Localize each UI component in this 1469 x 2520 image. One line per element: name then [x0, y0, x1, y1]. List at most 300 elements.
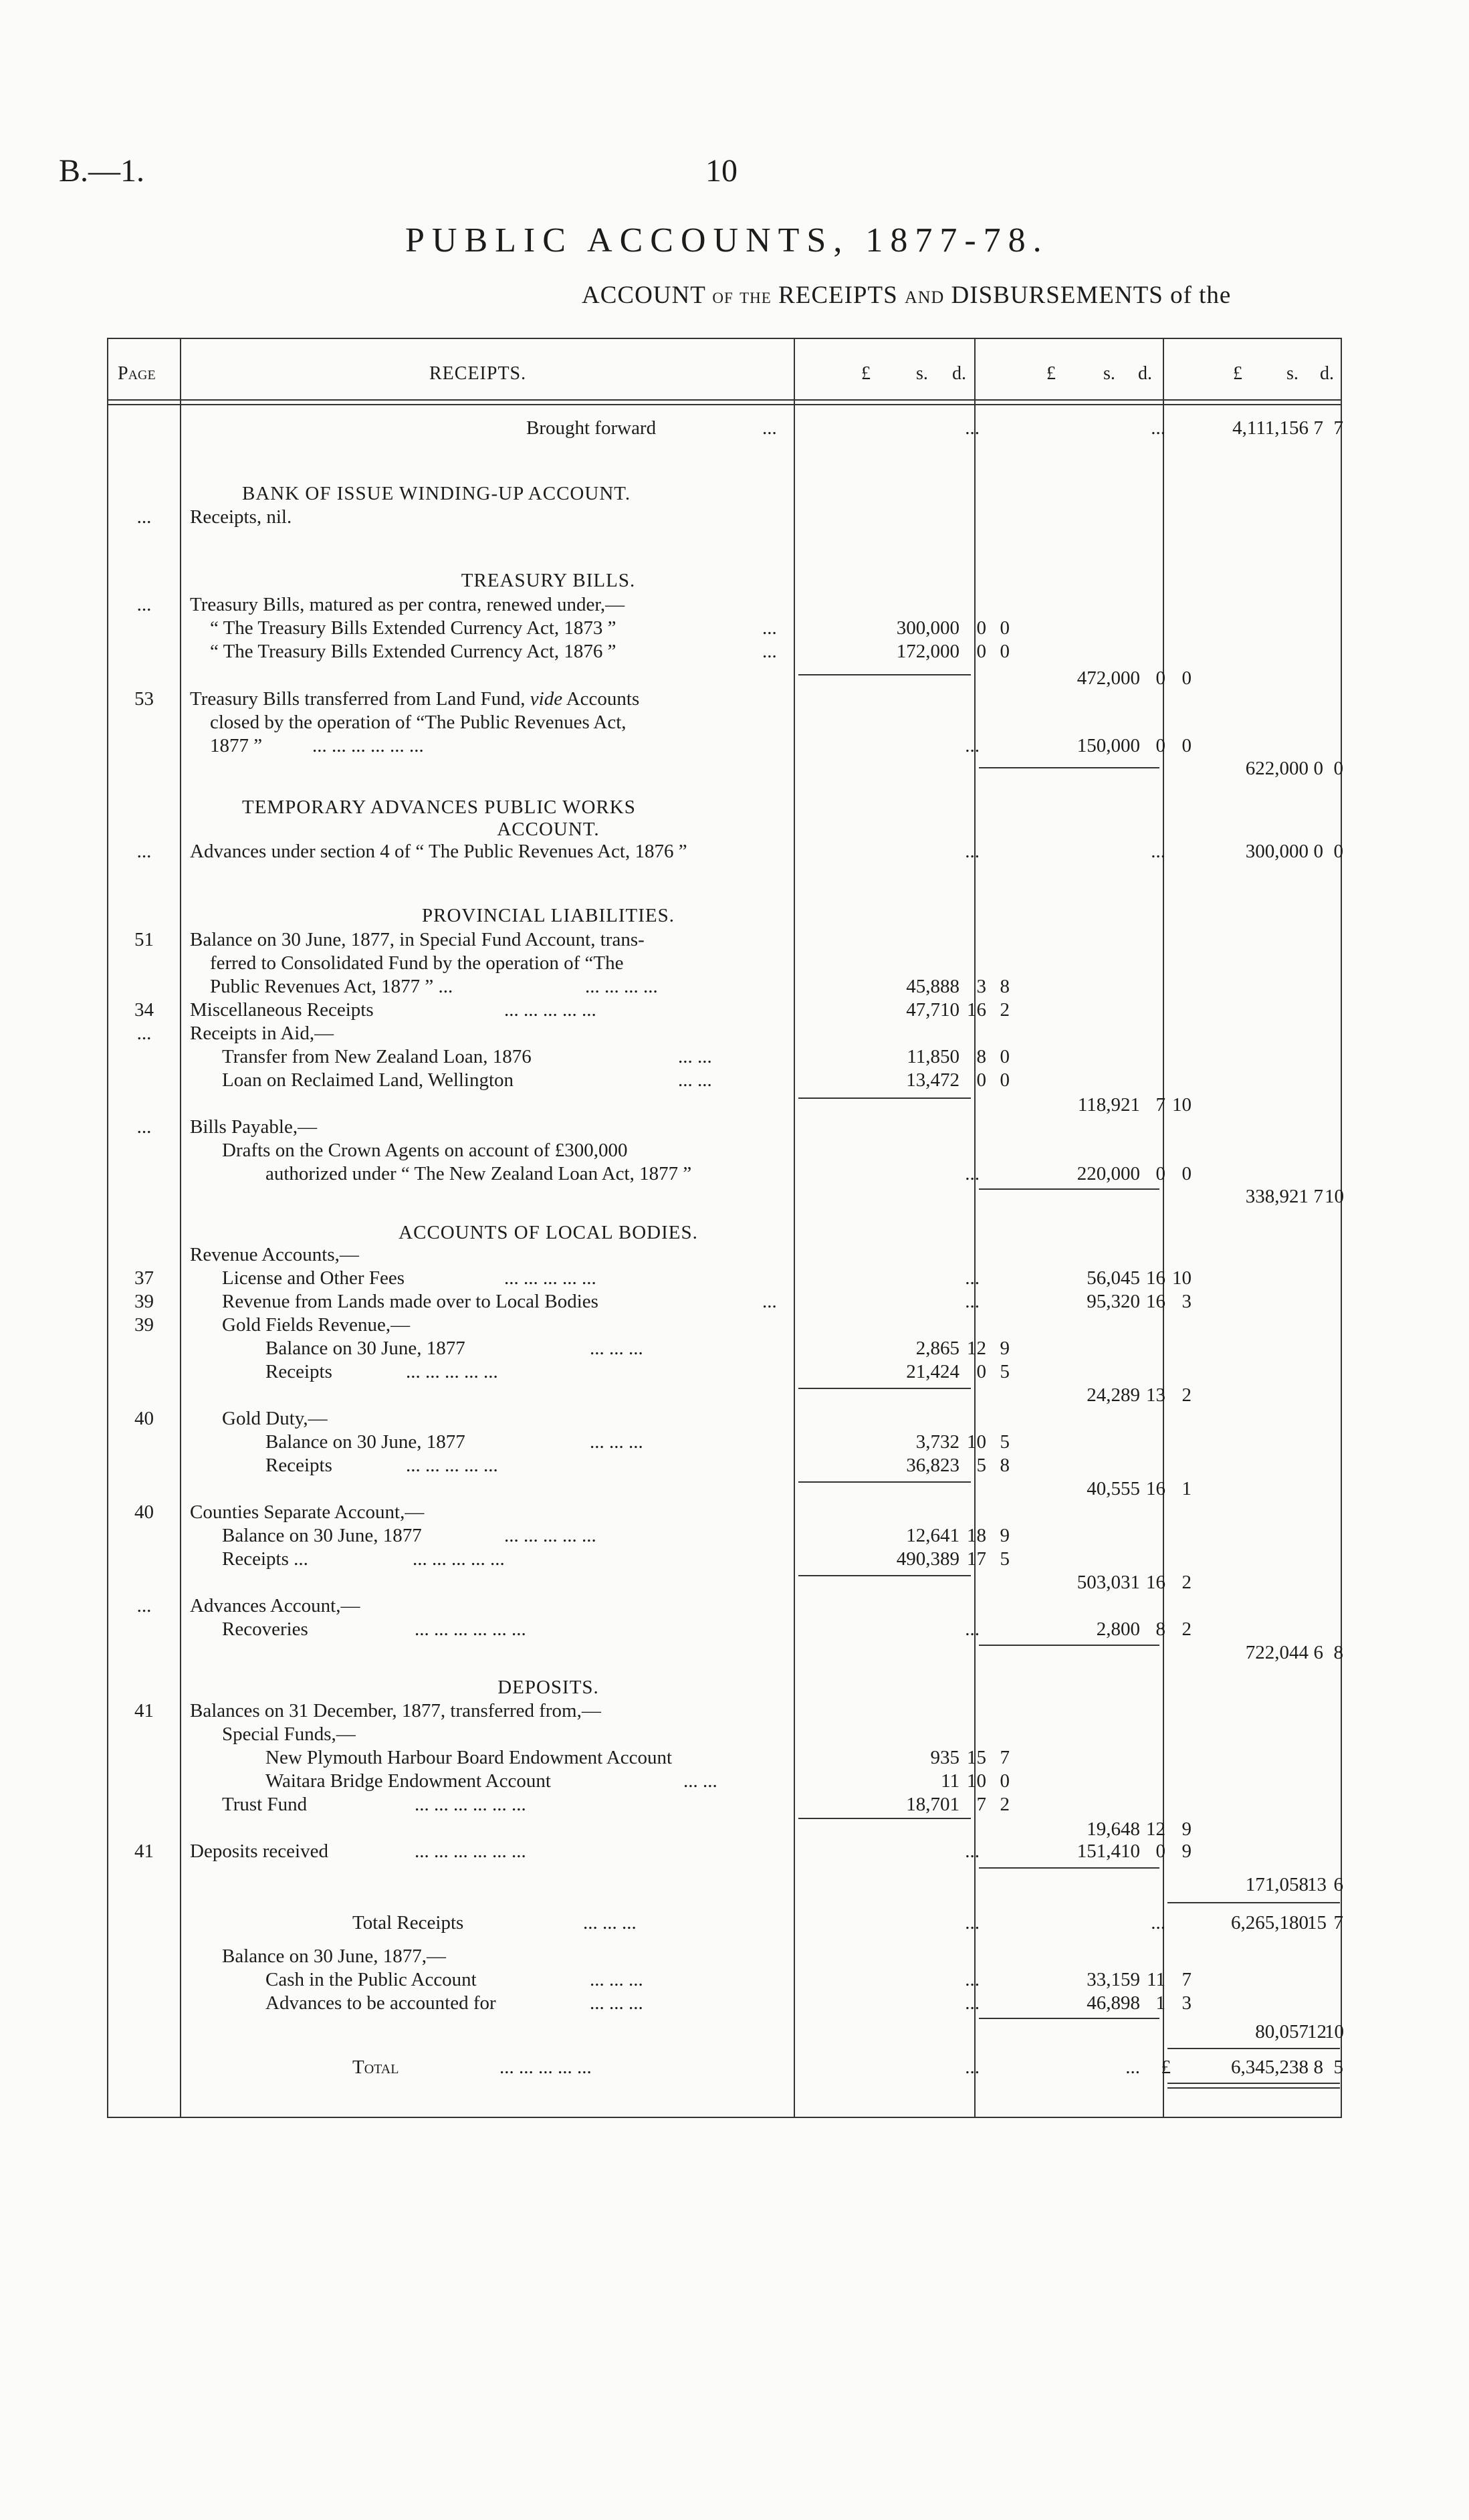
amount-pounds: 80,057 [1255, 2021, 1309, 2042]
empty-cell: ... [1151, 841, 1165, 862]
table-row [108, 1572, 1341, 1596]
table-row [108, 506, 1341, 530]
row-label: Bills Payable,— [190, 1116, 318, 1138]
column-header-pound: £ [861, 363, 871, 384]
section-heading [108, 905, 1341, 929]
table-row [108, 1548, 1341, 1572]
amount-pence: 9 [1181, 1818, 1192, 1840]
amount-pence: 3 [1181, 1291, 1192, 1312]
amount-pounds: 47,710 [906, 999, 959, 1021]
table-row [108, 1314, 1341, 1338]
amount-pence: 2 [1181, 1384, 1192, 1406]
amount-pounds: 11,850 [907, 1046, 959, 1067]
amount-shillings: 3 [976, 976, 986, 997]
page-ref: 41 [134, 1841, 154, 1862]
amount-pence: 5 [1000, 1431, 1010, 1453]
empty-cell: ... [965, 417, 980, 439]
page-ref: 41 [134, 1700, 154, 1721]
amount-shillings: 16 [1146, 1478, 1165, 1499]
amount-pence: 0 [1000, 1770, 1010, 1792]
row-label [190, 688, 639, 710]
table-row [108, 1501, 1341, 1526]
amount-pence: 5 [1333, 2057, 1343, 2078]
amount-shillings: 0 [976, 1069, 986, 1091]
amount-shillings: 16 [967, 999, 986, 1021]
amount-pounds: 36,823 [906, 1455, 959, 1476]
section-title: DEPOSITS. [497, 1677, 599, 1698]
amount-shillings: 15 [967, 1747, 986, 1768]
row-label: Gold Fields Revenue,— [222, 1314, 411, 1336]
page-ref: ... [136, 506, 152, 528]
row-label: Balance on 30 June, 1877 [222, 1525, 422, 1546]
leader-dots: ... ... ... ... ... [406, 1455, 498, 1476]
amount-shillings: 0 [1155, 735, 1165, 756]
empty-cell: ... [965, 1163, 980, 1184]
amount-shillings: 16 [1146, 1267, 1165, 1289]
amount-pence: 10 [1172, 1094, 1192, 1116]
amount-pence: 0 [1000, 1046, 1010, 1067]
leader-dots: ... ... ... ... ... ... [312, 735, 424, 756]
amount-pence: 7 [1000, 1747, 1010, 1768]
amount-shillings: 0 [1313, 841, 1323, 862]
amount-pence: 7 [1333, 417, 1343, 439]
amount-pounds: 2,800 [1096, 1618, 1140, 1640]
empty-cell: ... [965, 1618, 980, 1640]
leader-dots: ... [762, 1291, 777, 1312]
table-row [108, 2021, 1344, 2045]
row-label: New Plymouth Harbour Board Endowment Account [265, 1747, 673, 1768]
table-row [108, 1116, 1341, 1140]
amount-pence: 2 [1000, 999, 1010, 1021]
amount-shillings: 15 [1307, 1912, 1327, 1933]
table-row [108, 1291, 1341, 1315]
table-row [108, 1140, 1341, 1164]
leader-dots: ... ... ... [590, 1969, 643, 1990]
table-row [108, 976, 1341, 1000]
row-label: Receipts [265, 1455, 332, 1476]
subtitle-and: and [904, 282, 945, 309]
section-title: ACCOUNTS OF LOCAL BODIES. [399, 1222, 698, 1243]
amount-shillings: 0 [1155, 1163, 1165, 1184]
row-label: Waitara Bridge Endowment Account [265, 1770, 551, 1792]
table-row [108, 1431, 1341, 1455]
table-row [108, 1525, 1341, 1549]
column-header-pound: £ [1233, 363, 1242, 384]
row-label: Revenue Accounts,— [190, 1244, 359, 1265]
empty-cell: ... [965, 841, 980, 862]
table-row [108, 617, 1341, 641]
amount-shillings: 0 [1313, 758, 1323, 779]
leader-dots: ... ... ... ... ... [413, 1548, 505, 1570]
column-header-page: Page [118, 363, 156, 384]
amount-shillings: 1 [1155, 1992, 1165, 2014]
table-row [108, 735, 1341, 759]
leader-dots: ... ... [678, 1069, 712, 1091]
leader-dots: ... ... ... ... ... [504, 1267, 596, 1289]
amount-pounds: 21,424 [906, 1361, 959, 1382]
page-title: PUBLIC ACCOUNTS, 1877-78. [405, 221, 1049, 259]
amount-shillings: 10 [967, 1431, 986, 1453]
section-heading [108, 1677, 1341, 1701]
page-ref: ... [136, 1595, 152, 1616]
table-row [108, 1023, 1341, 1047]
row-label: Recoveries [222, 1618, 308, 1640]
amount-pounds: 622,000 [1245, 758, 1309, 779]
section-heading [108, 570, 1341, 594]
page-ref: 37 [134, 1267, 154, 1289]
amount-shillings: 8 [1313, 2057, 1323, 2078]
amount-pounds: 472,000 [1077, 667, 1140, 689]
column-header-receipts: RECEIPTS. [429, 363, 527, 384]
amount-shillings: 0 [976, 1361, 986, 1382]
receipts-table [107, 338, 1342, 2118]
amount-shillings: 0 [976, 641, 986, 662]
empty-cell: ... [1125, 2057, 1140, 2078]
amount-pence: 5 [1000, 1548, 1010, 1570]
row-label: Balance on 30 June, 1877, in Special Fund Account, trans- [190, 929, 645, 950]
amount-shillings: 7 [1313, 1186, 1323, 1207]
amount-pounds: 338,921 [1245, 1186, 1309, 1207]
page-ref: 39 [134, 1291, 154, 1312]
amount-pounds: 171,058 [1245, 1874, 1309, 1895]
amount-pounds: 18,701 [906, 1794, 959, 1815]
row-label: Transfer from New Zealand Loan, 1876 [222, 1046, 532, 1067]
amount-pounds: 45,888 [906, 976, 959, 997]
table-row [108, 1361, 1341, 1385]
amount-pounds: 12,641 [906, 1525, 959, 1546]
amount-shillings: 10 [967, 1770, 986, 1792]
amount-pence: 0 [1333, 758, 1343, 779]
amount-pence: 7 [1333, 1912, 1343, 1933]
leader-dots: ... ... ... ... ... ... [415, 1618, 526, 1640]
table-row [108, 1408, 1341, 1432]
row-label: Balance on 30 June, 1877 [265, 1431, 465, 1453]
column-header-shilling: s. [1286, 363, 1298, 384]
section-title: BANK OF ISSUE WINDING-UP ACCOUNT. [242, 483, 631, 504]
table-row [108, 841, 1341, 865]
table-row [108, 929, 1341, 953]
leader-dots: ... ... ... ... [585, 976, 658, 997]
leader-dots: ... ... ... ... ... [499, 2057, 592, 2078]
amount-shillings: 7 [1155, 1094, 1165, 1116]
empty-cell: ... [1151, 417, 1165, 439]
page-ref: 34 [134, 999, 154, 1021]
table-row [108, 1747, 1341, 1771]
amount-pounds: 95,320 [1087, 1291, 1140, 1312]
amount-pence: 0 [1181, 667, 1192, 689]
section-heading [108, 819, 1341, 843]
amount-pounds: 151,410 [1077, 1841, 1140, 1862]
table-row [108, 1969, 1341, 1993]
leader-dots: ... ... ... [590, 1992, 643, 2014]
leader-dots: ... ... [683, 1770, 717, 1792]
amount-shillings: 12 [967, 1338, 986, 1359]
subtitle-disbursements: DISBURSEMENTS [951, 282, 1163, 309]
amount-pence: 3 [1181, 1992, 1192, 2014]
row-label: Miscellaneous Receipts [190, 999, 374, 1021]
amount-shillings: 13 [1307, 1874, 1327, 1895]
table-row [108, 1841, 1341, 1865]
table-row [108, 1478, 1341, 1502]
amount-pence: 0 [1000, 617, 1010, 639]
row-label: Receipts ... [222, 1548, 308, 1570]
amount-pence: 9 [1000, 1525, 1010, 1546]
amount-pounds: 300,000 [896, 617, 959, 639]
row-label: Trust Fund [222, 1794, 308, 1815]
empty-cell: ... [965, 735, 980, 756]
grand-total-row [108, 2057, 1341, 2081]
row-label: Deposits received [190, 1841, 328, 1862]
amount-shillings: 0 [1155, 1841, 1165, 1862]
table-row [108, 1046, 1341, 1070]
leader-dots: ... ... ... ... ... ... [415, 1841, 526, 1862]
section-heading [108, 483, 1341, 507]
amount-pence: 6 [1333, 1874, 1343, 1895]
amount-pounds: 220,000 [1077, 1163, 1140, 1184]
column-header-pence: d. [1320, 363, 1334, 384]
amount-pounds: 490,389 [896, 1548, 959, 1570]
subtitle-receipts: RECEIPTS [778, 282, 898, 309]
amount-pounds: 3,732 [915, 1431, 959, 1453]
row-label: Advances Account,— [190, 1595, 360, 1616]
amount-pence: 1 [1181, 1478, 1192, 1499]
leader-dots: ... ... ... ... ... [406, 1361, 498, 1382]
table-row [108, 1770, 1341, 1794]
table-row [108, 688, 1341, 712]
page-ref: ... [136, 841, 152, 862]
subtotal-rule [1167, 1902, 1340, 1903]
subtotal-rule [979, 2018, 1159, 2019]
amount-shillings: 12 [1146, 1818, 1165, 1840]
amount-shillings: 16 [1146, 1572, 1165, 1593]
column-header-pence: d. [1138, 363, 1152, 384]
amount-pounds: 722,044 [1245, 1642, 1309, 1663]
currency-symbol: £ [1161, 2057, 1171, 2078]
row-label: Cash in the Public Account [265, 1969, 477, 1990]
empty-cell: ... [965, 1291, 980, 1312]
amount-pounds: 6,265,180 [1231, 1912, 1309, 1933]
leader-dots: ... [762, 641, 777, 662]
table-row [108, 1186, 1344, 1210]
leader-dots: ... ... ... [590, 1431, 643, 1453]
amount-pence: 0 [1000, 1069, 1010, 1091]
amount-pence: 9 [1181, 1841, 1192, 1862]
row-label: Advances under section 4 of “ The Public Revenues Act, 1876 ” [190, 841, 687, 862]
column-header-pence: d. [952, 363, 966, 384]
column-header-pound: £ [1046, 363, 1056, 384]
table-row [108, 952, 1341, 976]
amount-shillings: 12 [1307, 2021, 1327, 2042]
amount-pounds: 24,289 [1087, 1384, 1140, 1406]
table-row [108, 1723, 1341, 1748]
amount-pounds: 300,000 [1245, 841, 1309, 862]
amount-shillings: 8 [1155, 1618, 1165, 1640]
page-number: 10 [705, 153, 738, 189]
table-row [108, 1595, 1341, 1619]
table-row [108, 1094, 1341, 1118]
table-row [108, 594, 1341, 618]
leader-dots: ... ... ... [590, 1338, 643, 1359]
table-row [108, 999, 1341, 1023]
empty-cell: ... [965, 1912, 980, 1933]
amount-pence: 0 [1181, 1163, 1192, 1184]
amount-pence: 7 [1181, 1969, 1192, 1990]
table-row [108, 1338, 1341, 1362]
amount-pence: 8 [1333, 1642, 1343, 1663]
subtitle-of-the: of the [712, 284, 772, 308]
row-label: authorized under “ The New Zealand Loan Act, 1877 ” [265, 1163, 692, 1184]
row-label: Receipts [265, 1361, 332, 1382]
row-label: 1877 ” [210, 735, 263, 756]
double-rule [1167, 2087, 1340, 2089]
row-label: Balances on 31 December, 1877, transferred from,— [190, 1700, 601, 1721]
amount-pence: 10 [1325, 2021, 1344, 2042]
page-ref: 40 [134, 1408, 154, 1429]
amount-pence: 8 [1000, 1455, 1010, 1476]
subtitle-of-the-end: of the [1170, 282, 1232, 309]
section-title: ACCOUNT. [497, 819, 600, 840]
amount-pounds: 150,000 [1077, 735, 1140, 756]
leader-dots: ... ... ... [583, 1912, 637, 1933]
row-label: Treasury Bills, matured as per contra, renewed under,— [190, 594, 625, 615]
amount-pence: 0 [1333, 841, 1343, 862]
table-row [108, 1946, 1341, 1970]
amount-pence: 0 [1181, 735, 1192, 756]
row-label: Brought forward [526, 417, 657, 439]
amount-pounds: 4,111,156 [1232, 417, 1309, 439]
header-rule [108, 404, 1341, 405]
double-rule [1167, 2083, 1340, 2084]
subtitle-account: ACCOUNT [582, 282, 706, 309]
table-row [108, 1818, 1341, 1843]
row-label: Gold Duty,— [222, 1408, 328, 1429]
page-ref: 51 [134, 929, 154, 950]
account-subtitle [582, 281, 1231, 310]
amount-pence: 10 [1172, 1267, 1192, 1289]
table-row [108, 1642, 1341, 1666]
column-header-shilling: s. [1103, 363, 1115, 384]
page-ref: 39 [134, 1314, 154, 1336]
table-row [108, 712, 1341, 736]
row-label: Revenue from Lands made over to Local Bodies [222, 1291, 598, 1312]
leader-dots: ... [762, 617, 777, 639]
row-label: ferred to Consolidated Fund by the operation of “The [210, 952, 624, 974]
amount-shillings: 7 [1313, 417, 1323, 439]
row-label: Counties Separate Account,— [190, 1501, 425, 1523]
table-row [108, 1992, 1341, 2016]
row-label: Receipts, nil. [190, 506, 292, 528]
amount-pence: 10 [1325, 1186, 1344, 1207]
page-ref: 40 [134, 1501, 154, 1523]
amount-pounds: 13,472 [906, 1069, 959, 1091]
table-row [108, 1874, 1341, 1898]
section-title: TREASURY BILLS. [461, 570, 636, 591]
section-heading [108, 797, 1341, 821]
table-row [108, 1700, 1341, 1724]
amount-pounds: 503,031 [1077, 1572, 1140, 1593]
row-label: Balance on 30 June, 1877,— [222, 1946, 447, 1967]
amount-shillings: 17 [967, 1548, 986, 1570]
empty-cell: ... [965, 1841, 980, 1862]
amount-shillings: 5 [976, 1455, 986, 1476]
row-label: Public Revenues Act, 1877 ” ... [210, 976, 453, 997]
label-text: Accounts [566, 688, 640, 710]
amount-pounds: 33,159 [1087, 1969, 1140, 1990]
amount-pounds: 172,000 [896, 641, 959, 662]
amount-pounds: 56,045 [1087, 1267, 1140, 1289]
empty-cell: ... [965, 1267, 980, 1289]
table-row [108, 1069, 1341, 1093]
amount-pence: 9 [1000, 1338, 1010, 1359]
amount-pence: 5 [1000, 1361, 1010, 1382]
table-row [108, 641, 1341, 665]
amount-shillings: 8 [976, 1046, 986, 1067]
page-ref: ... [136, 1023, 152, 1044]
leader-dots: ... ... ... ... ... ... [415, 1794, 526, 1815]
section-title: TEMPORARY ADVANCES PUBLIC WORKS [242, 797, 636, 818]
row-label: License and Other Fees [222, 1267, 405, 1289]
page-ref: 53 [134, 688, 154, 710]
row-label: closed by the operation of “The Public Revenues Act, [210, 712, 627, 733]
row-label: Advances to be accounted for [265, 1992, 496, 2014]
leader-dots: ... [762, 417, 777, 439]
row-label: Special Funds,— [222, 1723, 356, 1745]
amount-shillings: 0 [1155, 667, 1165, 689]
table-row [108, 1384, 1341, 1408]
total-receipts-row [108, 1912, 1341, 1936]
column-header-shilling: s. [916, 363, 928, 384]
row-label: Drafts on the Crown Agents on account of £300,000 [222, 1140, 628, 1161]
empty-cell: ... [1151, 1912, 1165, 1933]
row-label: Loan on Reclaimed Land, Wellington [222, 1069, 514, 1091]
leader-dots: ... ... [678, 1046, 712, 1067]
page-ref: ... [136, 1116, 152, 1138]
amount-pence: 2 [1181, 1572, 1192, 1593]
amount-pence: 0 [1000, 641, 1010, 662]
empty-cell: ... [965, 1969, 980, 1990]
amount-pence: 8 [1000, 976, 1010, 997]
amount-shillings: 0 [976, 617, 986, 639]
label-italic: vide [530, 688, 563, 710]
table-row [108, 1794, 1341, 1818]
amount-shillings: 13 [1146, 1384, 1165, 1406]
row-label: Total Receipts [352, 1912, 464, 1933]
table-row [108, 1163, 1341, 1187]
header-rule [108, 399, 1341, 401]
label-text: Treasury Bills transferred from Land Fund, [190, 688, 526, 710]
leader-dots: ... ... ... ... ... [504, 1525, 596, 1546]
report-code: B.—1. [59, 153, 145, 189]
table-row [108, 1244, 1341, 1268]
amount-pounds: 19,648 [1087, 1818, 1140, 1840]
amount-pounds: 40,555 [1087, 1478, 1140, 1499]
table-row [108, 1267, 1341, 1291]
amount-shillings: 11 [1147, 1969, 1165, 1990]
amount-pounds: 118,921 [1077, 1094, 1140, 1116]
empty-cell: ... [965, 1992, 980, 2014]
row-label: Balance on 30 June, 1877 [265, 1338, 465, 1359]
amount-shillings: 6 [1313, 1642, 1323, 1663]
page-ref: ... [136, 594, 152, 615]
table-row [108, 1618, 1341, 1643]
table-row [108, 417, 1341, 441]
table-row [108, 1455, 1341, 1479]
amount-shillings: 18 [967, 1525, 986, 1546]
subtotal-rule [979, 1867, 1159, 1869]
row-label: “ The Treasury Bills Extended Currency Act, 1873 ” [210, 617, 616, 639]
amount-pounds: 935 [930, 1747, 959, 1768]
amount-pounds: 2,865 [915, 1338, 959, 1359]
